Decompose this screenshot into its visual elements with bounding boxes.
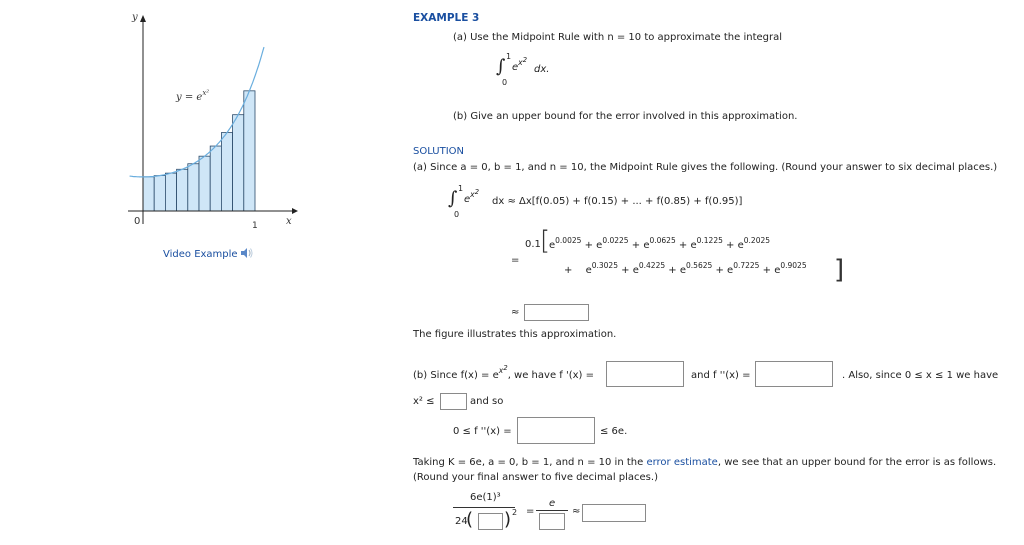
x-axis-arrow xyxy=(292,208,298,214)
part-a-text: (a) Use the Midpoint Rule with n = 10 to approximate the integral xyxy=(453,32,783,43)
exp-term: $e^{0.5625}$ xyxy=(679,261,713,276)
exp-term: $e^{0.9025}$ xyxy=(774,261,807,276)
approx-sign: ≈ xyxy=(511,307,520,318)
denominator-n-input[interactable] xyxy=(478,513,503,530)
midpoint-rectangle xyxy=(244,91,255,211)
integral-sign: ∫ xyxy=(496,56,506,77)
example-title: EXAMPLE 3 xyxy=(413,12,480,24)
round-five-text: (Round your final answer to five decimal places.) xyxy=(413,472,658,483)
expansion-equals: = xyxy=(511,255,520,266)
plus-sign: + xyxy=(712,265,728,276)
integral-lower: 0 xyxy=(502,78,508,87)
curve-label: $y = e^{x^2}$ xyxy=(176,89,210,103)
midpoint-rectangle xyxy=(233,115,244,211)
f-prime-input[interactable] xyxy=(606,361,684,387)
fpp-expression-input[interactable] xyxy=(517,417,595,444)
midpoint-rhs: dx ≈ Δx[f(0.05) + f(0.15) + ... + f(0.85) + f(0.95)] xyxy=(492,196,743,207)
midpoint-rectangles xyxy=(143,91,255,211)
integral-lower-2: 0 xyxy=(454,210,460,219)
part-b-text: (b) Give an upper bound for the error involved in this approximation. xyxy=(453,111,798,122)
exp-term: $e^{0.2025}$ xyxy=(737,236,771,251)
b-since-text: (b) Since $f(x) = e^{x2}$, we have f '(x) = xyxy=(413,364,594,381)
fraction-1-den-24: 24 xyxy=(455,516,468,527)
x2-le-text: x² ≤ xyxy=(413,396,435,407)
solution-heading: SOLUTION xyxy=(413,146,465,157)
exp-term: $e^{0.1225}$ xyxy=(690,236,723,251)
exp-term: $e^{0.4225}$ xyxy=(632,261,666,276)
plus-sign: + xyxy=(564,265,576,276)
plus-sign: + xyxy=(628,240,644,251)
paren-close: ) xyxy=(504,509,512,530)
plus-sign: + xyxy=(665,265,680,276)
zero-le-text: 0 ≤ f ''(x) = xyxy=(453,426,512,437)
den-exponent: 2 xyxy=(512,508,518,517)
one-label: 1 xyxy=(252,221,258,230)
expansion-row-2 xyxy=(564,261,807,276)
and-so-text: and so xyxy=(470,396,504,407)
fraction-equals: = xyxy=(526,506,535,517)
taking-text: Taking K = 6e, a = 0, b = 1, and n = 10 in the error estimate, we see that an upper bound for the error is as follows. xyxy=(413,457,997,468)
y-axis-arrow xyxy=(140,15,146,22)
x-axis-label: x xyxy=(286,216,292,227)
error-estimate-link[interactable]: error estimate xyxy=(646,457,718,468)
expansion-row-1 xyxy=(549,236,771,251)
plus-sign: + xyxy=(617,265,633,276)
exp-term: $e^{0.3025}$ xyxy=(585,261,618,276)
exp-term: $e^{0.0025}$ xyxy=(549,236,582,251)
fraction-1-numerator: 6e(1)³ xyxy=(470,492,501,503)
midpoint-rectangle xyxy=(210,146,221,211)
integral-dx: dx. xyxy=(534,64,550,75)
midpoint-rectangle xyxy=(177,169,188,211)
midpoint-rule-figure xyxy=(118,10,308,230)
speaker-icon xyxy=(241,248,253,258)
solution-a-line: (a) Since a = 0, b = 1, and n = 10, the Midpoint Rule gives the following. (Round your answer to six decimal places.) xyxy=(413,162,998,173)
midpoint-rectangle xyxy=(221,133,232,211)
integral-upper: 1 xyxy=(506,52,512,61)
origin-label: 0 xyxy=(134,216,141,227)
f-double-prime-input[interactable] xyxy=(755,361,833,387)
final-answer-input[interactable] xyxy=(582,504,646,522)
right-bracket: ] xyxy=(834,255,845,285)
solution-integral xyxy=(448,184,808,220)
denominator-2-input[interactable] xyxy=(539,513,565,530)
paren-open: ( xyxy=(466,509,474,530)
integrand: $e^{x2}$ xyxy=(512,56,528,73)
integral-sign-2: ∫ xyxy=(448,188,458,209)
plus-sign: + xyxy=(759,265,775,276)
midpoint-rectangle xyxy=(165,173,176,211)
video-example-label: Video Example xyxy=(163,249,238,260)
expansion-coef: 0.1 xyxy=(525,239,541,250)
fraction-2-numerator: e xyxy=(549,498,556,509)
midpoint-rectangle xyxy=(188,164,199,211)
midpoint-answer-input[interactable] xyxy=(524,304,589,321)
exp-term: $e^{0.0225}$ xyxy=(596,236,629,251)
plus-sign: + xyxy=(581,240,597,251)
exp-term: $e^{0.0625}$ xyxy=(643,236,676,251)
b-and-text: and f ''(x) = xyxy=(691,370,751,381)
figure-note: The figure illustrates this approximation. xyxy=(413,329,617,340)
le-6e-text: ≤ 6e. xyxy=(600,426,628,437)
left-bracket: [ xyxy=(540,226,551,256)
plus-sign: + xyxy=(722,240,738,251)
video-example-link[interactable] xyxy=(163,248,253,260)
integral-upper-2: 1 xyxy=(458,184,464,193)
midpoint-rectangle xyxy=(143,177,154,211)
y-axis-label: y xyxy=(132,12,138,23)
integral-expression xyxy=(496,52,576,88)
exp-term: $e^{0.7225}$ xyxy=(727,261,760,276)
midpoint-rectangle xyxy=(199,156,210,211)
plus-sign: + xyxy=(675,240,691,251)
fraction-1-bar xyxy=(453,507,515,508)
integrand-2: $e^{x2}$ xyxy=(464,188,480,205)
fraction-2-bar xyxy=(536,510,568,511)
final-approx-sign: ≈ xyxy=(572,506,581,517)
b-also-text: . Also, since 0 ≤ x ≤ 1 we have xyxy=(842,370,999,381)
midpoint-rectangle xyxy=(154,176,165,211)
x2-bound-input[interactable] xyxy=(440,393,467,410)
